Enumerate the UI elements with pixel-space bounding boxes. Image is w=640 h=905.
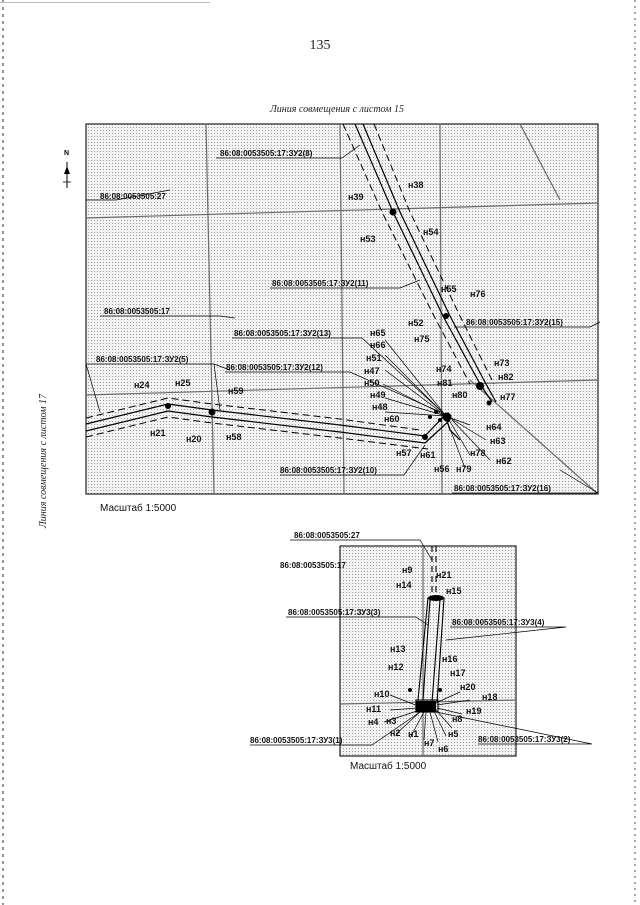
point2-n6: н6	[438, 744, 449, 754]
point2-n15: н15	[446, 586, 462, 596]
point-n56: н56	[434, 464, 450, 474]
point2-n19: н19	[466, 706, 482, 716]
map1-plot-zu2-16: 86:08:0053505:17:ЗУ2(16)	[454, 484, 551, 493]
point-n25: н25	[175, 378, 191, 388]
point-n38: н38	[408, 180, 424, 190]
point-n76: н76	[470, 289, 486, 299]
point-n53: н53	[360, 234, 376, 244]
point-n51: н51	[366, 353, 382, 363]
point-n39: н39	[348, 192, 364, 202]
point2-n8: н8	[452, 714, 463, 724]
point2-n11: н11	[366, 704, 381, 714]
map1-scale: Масштаб 1:5000	[100, 503, 177, 514]
point-n73: н73	[494, 358, 510, 368]
map1-plot-zu2-15: 86:08:0053505:17:ЗУ2(15)	[466, 318, 563, 327]
point-n75: н75	[414, 334, 430, 344]
point-n78: н78	[470, 448, 486, 458]
point2-n12: н12	[388, 662, 404, 672]
point-n80: н80	[452, 390, 468, 400]
map2-plot-zu3-3: 86:08:0053505:17:ЗУ3(3)	[288, 608, 381, 617]
point2-n18: н18	[482, 692, 498, 702]
point-n79: н79	[456, 464, 472, 474]
point-n65: н65	[370, 328, 386, 338]
alignment-caption-top: Линия совмещения с листом 15	[270, 104, 405, 115]
map2-plot-zu3-2: 86:08:0053505:17:ЗУ3(2)	[478, 735, 571, 744]
point-n50: н50	[364, 378, 380, 388]
point2-n9: н9	[402, 565, 413, 575]
point2-n10: н10	[374, 689, 390, 699]
point-n21: н21	[150, 428, 166, 438]
map1-parcel-27: 86:08:0053505:27	[100, 192, 166, 201]
map1-parcel-17: 86:08:0053505:17	[104, 307, 170, 316]
point-n60: н60	[384, 414, 400, 424]
point2-n5: н5	[448, 729, 459, 739]
point-n81: н81	[437, 378, 453, 388]
point-n20: н20	[186, 434, 202, 444]
point-n58: н58	[226, 432, 242, 442]
map1-plot-zu2-10: 86:08:0053505:17:ЗУ2(10)	[280, 466, 377, 475]
point-n49: н49	[370, 390, 386, 400]
point-n54: н54	[423, 227, 439, 237]
point-n63: н63	[490, 436, 506, 446]
point2-n17: н17	[450, 668, 466, 678]
point-n55: н55	[441, 284, 457, 294]
map1-plot-zu2-5: 86:08:0053505:17:ЗУ2(5)	[96, 355, 189, 364]
point-n59: н59	[228, 386, 244, 396]
map1-plot-zu2-8: 86:08:0053505:17:ЗУ2(8)	[220, 149, 313, 158]
point-n48: н48	[372, 402, 388, 412]
point2-n2: н2	[390, 728, 401, 738]
point-n64: н64	[486, 422, 502, 432]
map1-plot-zu2-12: 86:08:0053505:17:ЗУ2(12)	[226, 363, 323, 372]
map2-plot-zu3-1: 86:08:0053505:17:ЗУ3(1)	[250, 736, 343, 745]
map2-plot-zu3-4: 86:08:0053505:17:ЗУ3(4)	[452, 618, 545, 627]
point2-n20: н20	[460, 682, 476, 692]
point2-n4: н4	[368, 717, 379, 727]
point-n47: н47	[364, 366, 380, 376]
point-n57: н57	[396, 448, 412, 458]
point-n82: н82	[498, 372, 514, 382]
point2-n14: н14	[396, 580, 412, 590]
map1-plot-zu2-11: 86:08:0053505:17:ЗУ2(11)	[272, 279, 369, 288]
point-n74: н74	[436, 364, 452, 374]
north-label: N	[64, 150, 70, 157]
point2-n21: н21	[436, 570, 452, 580]
point-n62: н62	[496, 456, 512, 466]
point-n24: н24	[134, 380, 150, 390]
point-n52: н52	[408, 318, 424, 328]
point2-n3: н3	[386, 716, 397, 726]
map2-parcel-27: 86:08:0053505:27	[294, 531, 360, 540]
map2-parcel-17: 86:08:0053505:17	[280, 561, 346, 570]
point-n66: н66	[370, 340, 386, 350]
point-n77: н77	[500, 392, 516, 402]
page-number: 135	[309, 38, 331, 53]
map2-frame	[340, 546, 516, 756]
point2-n13: н13	[390, 644, 406, 654]
alignment-caption-side: Линия совмещения с листом 17	[38, 393, 49, 528]
point-n61: н61	[420, 450, 436, 460]
point2-n7: н7	[424, 738, 435, 748]
map2-scale: Масштаб 1:5000	[350, 761, 427, 772]
point2-n1: н1	[408, 729, 419, 739]
map1-plot-zu2-13: 86:08:0053505:17:ЗУ2(13)	[234, 329, 331, 338]
point2-n16: н16	[442, 654, 458, 664]
